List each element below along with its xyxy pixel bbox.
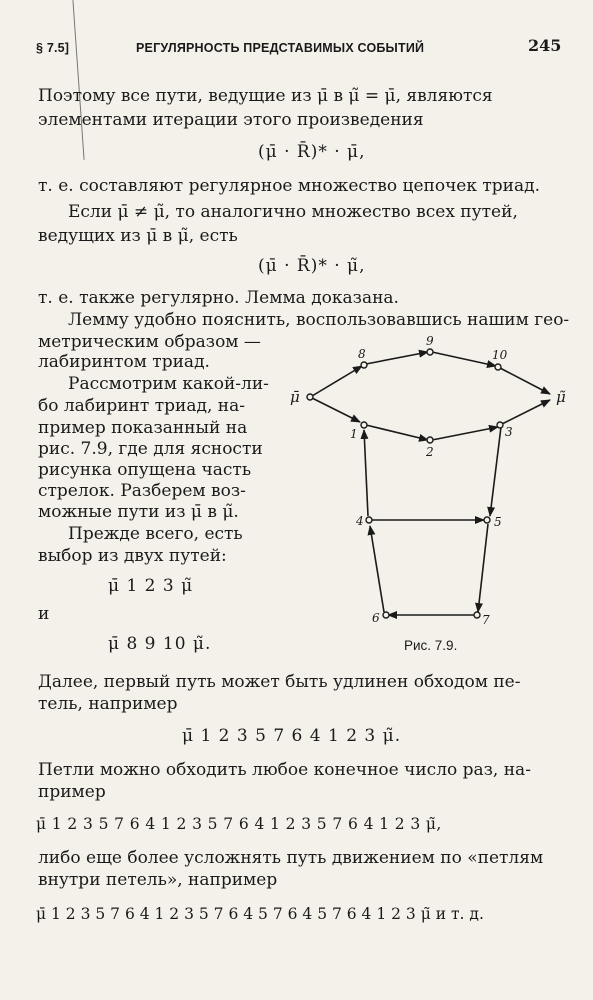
node-7: [474, 612, 480, 618]
node-10: [495, 364, 501, 370]
text-line: метрическим образом —: [38, 332, 261, 352]
edge-6-4: [370, 526, 384, 612]
text-line: т. е. также регулярно. Лемма доказана.: [38, 288, 399, 308]
node-4: [366, 517, 372, 523]
text-line: рис. 7.9, где для ясности: [38, 439, 263, 459]
label-8: 8: [358, 347, 366, 361]
formula: (μ̄ · R̄)* · μ̃,: [258, 256, 366, 276]
label-1: 1: [350, 427, 358, 441]
label-10: 10: [492, 348, 508, 362]
text-line: выбор из двух путей:: [38, 546, 227, 566]
edge-4-1: [364, 430, 368, 516]
section-ref: § 7.5]: [36, 41, 70, 55]
text-line: стрелок. Разберем воз-: [38, 481, 246, 501]
text-line: Рассмотрим какой-ли-: [68, 374, 269, 394]
edge-mu-8: [312, 366, 362, 396]
node-3: [497, 422, 503, 428]
label-mu-start: μ̄: [290, 388, 300, 406]
page-number: 245: [528, 36, 562, 55]
text-line: пример: [38, 782, 106, 802]
text-line: ведущих из μ̄ в μ̃, есть: [38, 226, 238, 246]
text-line: рисунка опущена часть: [38, 460, 252, 480]
text-line: можные пути из μ̄ в μ̃.: [38, 502, 239, 522]
text-line: Петли можно обходить любое конечное число раз, на-: [38, 760, 531, 780]
text-line: тель, например: [38, 694, 178, 714]
edge-5-7: [478, 524, 488, 612]
label-5: 5: [494, 515, 502, 529]
edge-mu-1: [312, 398, 360, 422]
path-formula: μ̄ 1 2 3 μ̃: [108, 576, 194, 596]
running-title: РЕГУЛЯРНОСТЬ ПРЕДСТАВИМЫХ СОБЫТИЙ: [136, 41, 425, 55]
node-8: [361, 362, 367, 368]
text-line: Далее, первый путь может быть удлинен обходом пе-: [38, 672, 521, 692]
text-line: элементами итерации этого произведения: [38, 110, 424, 130]
text-line: Лемму удобно пояснить, воспользовавшись нашим гео-: [68, 310, 570, 330]
text-line: либо еще более усложнять путь движением по «петлям: [38, 848, 544, 868]
text-line: Прежде всего, есть: [68, 524, 243, 544]
formula: (μ̄ · R̄)* · μ̄,: [258, 142, 366, 162]
label-mu-end: μ̃: [556, 388, 566, 406]
edge-8-9: [366, 352, 428, 364]
node-9: [427, 349, 433, 355]
path-formula: μ̄ 1 2 3 5 7 6 4 1 2 3 5 7 6 4 1 2 3 5 7 6 4 1 2 3 μ̃,: [36, 815, 442, 833]
text-line: Поэтому все пути, ведущие из μ̄ в μ̃ = μ̄, являются: [38, 86, 493, 106]
label-3: 3: [505, 425, 513, 439]
path-formula: μ̄ 1 2 3 5 7 6 4 1 2 3 μ̃.: [182, 726, 402, 746]
text-line: внутри петель», например: [38, 870, 278, 890]
edge-9-10: [432, 352, 496, 366]
text-line: Если μ̄ ≠ μ̃, то аналогично множество всех путей,: [68, 202, 518, 222]
path-formula: μ̄ 1 2 3 5 7 6 4 1 2 3 5 7 6 4 5 7 6 4 5 7 6 4 1 2 3 μ̃ и т. д.: [36, 905, 484, 923]
figure-caption: Рис. 7.9.: [404, 638, 458, 653]
node-5: [484, 517, 490, 523]
edge-3-mu: [502, 400, 550, 424]
figure-7-9: [288, 332, 580, 632]
node-mu-start: [307, 394, 313, 400]
text-line: и: [38, 604, 50, 624]
scan-artifact-line: [72, 0, 84, 160]
text-line: пример показанный на: [38, 418, 248, 438]
label-9: 9: [426, 334, 434, 348]
label-6: 6: [372, 611, 380, 625]
edge-1-2: [366, 425, 428, 440]
node-6: [383, 612, 389, 618]
edge-10-mu: [500, 368, 550, 394]
label-2: 2: [426, 445, 434, 459]
label-7: 7: [482, 613, 490, 627]
text-line: бо лабиринт триад, на-: [38, 396, 245, 416]
node-1: [361, 422, 367, 428]
label-4: 4: [356, 514, 364, 528]
edge-2-3: [432, 427, 498, 440]
text-line: лабиринтом триад.: [38, 352, 210, 372]
text-line: т. е. составляют регулярное множество цепочек триад.: [38, 176, 541, 196]
node-2: [427, 437, 433, 443]
path-formula: μ̄ 8 9 10 μ̃.: [108, 634, 212, 654]
edge-3-5: [490, 427, 501, 516]
